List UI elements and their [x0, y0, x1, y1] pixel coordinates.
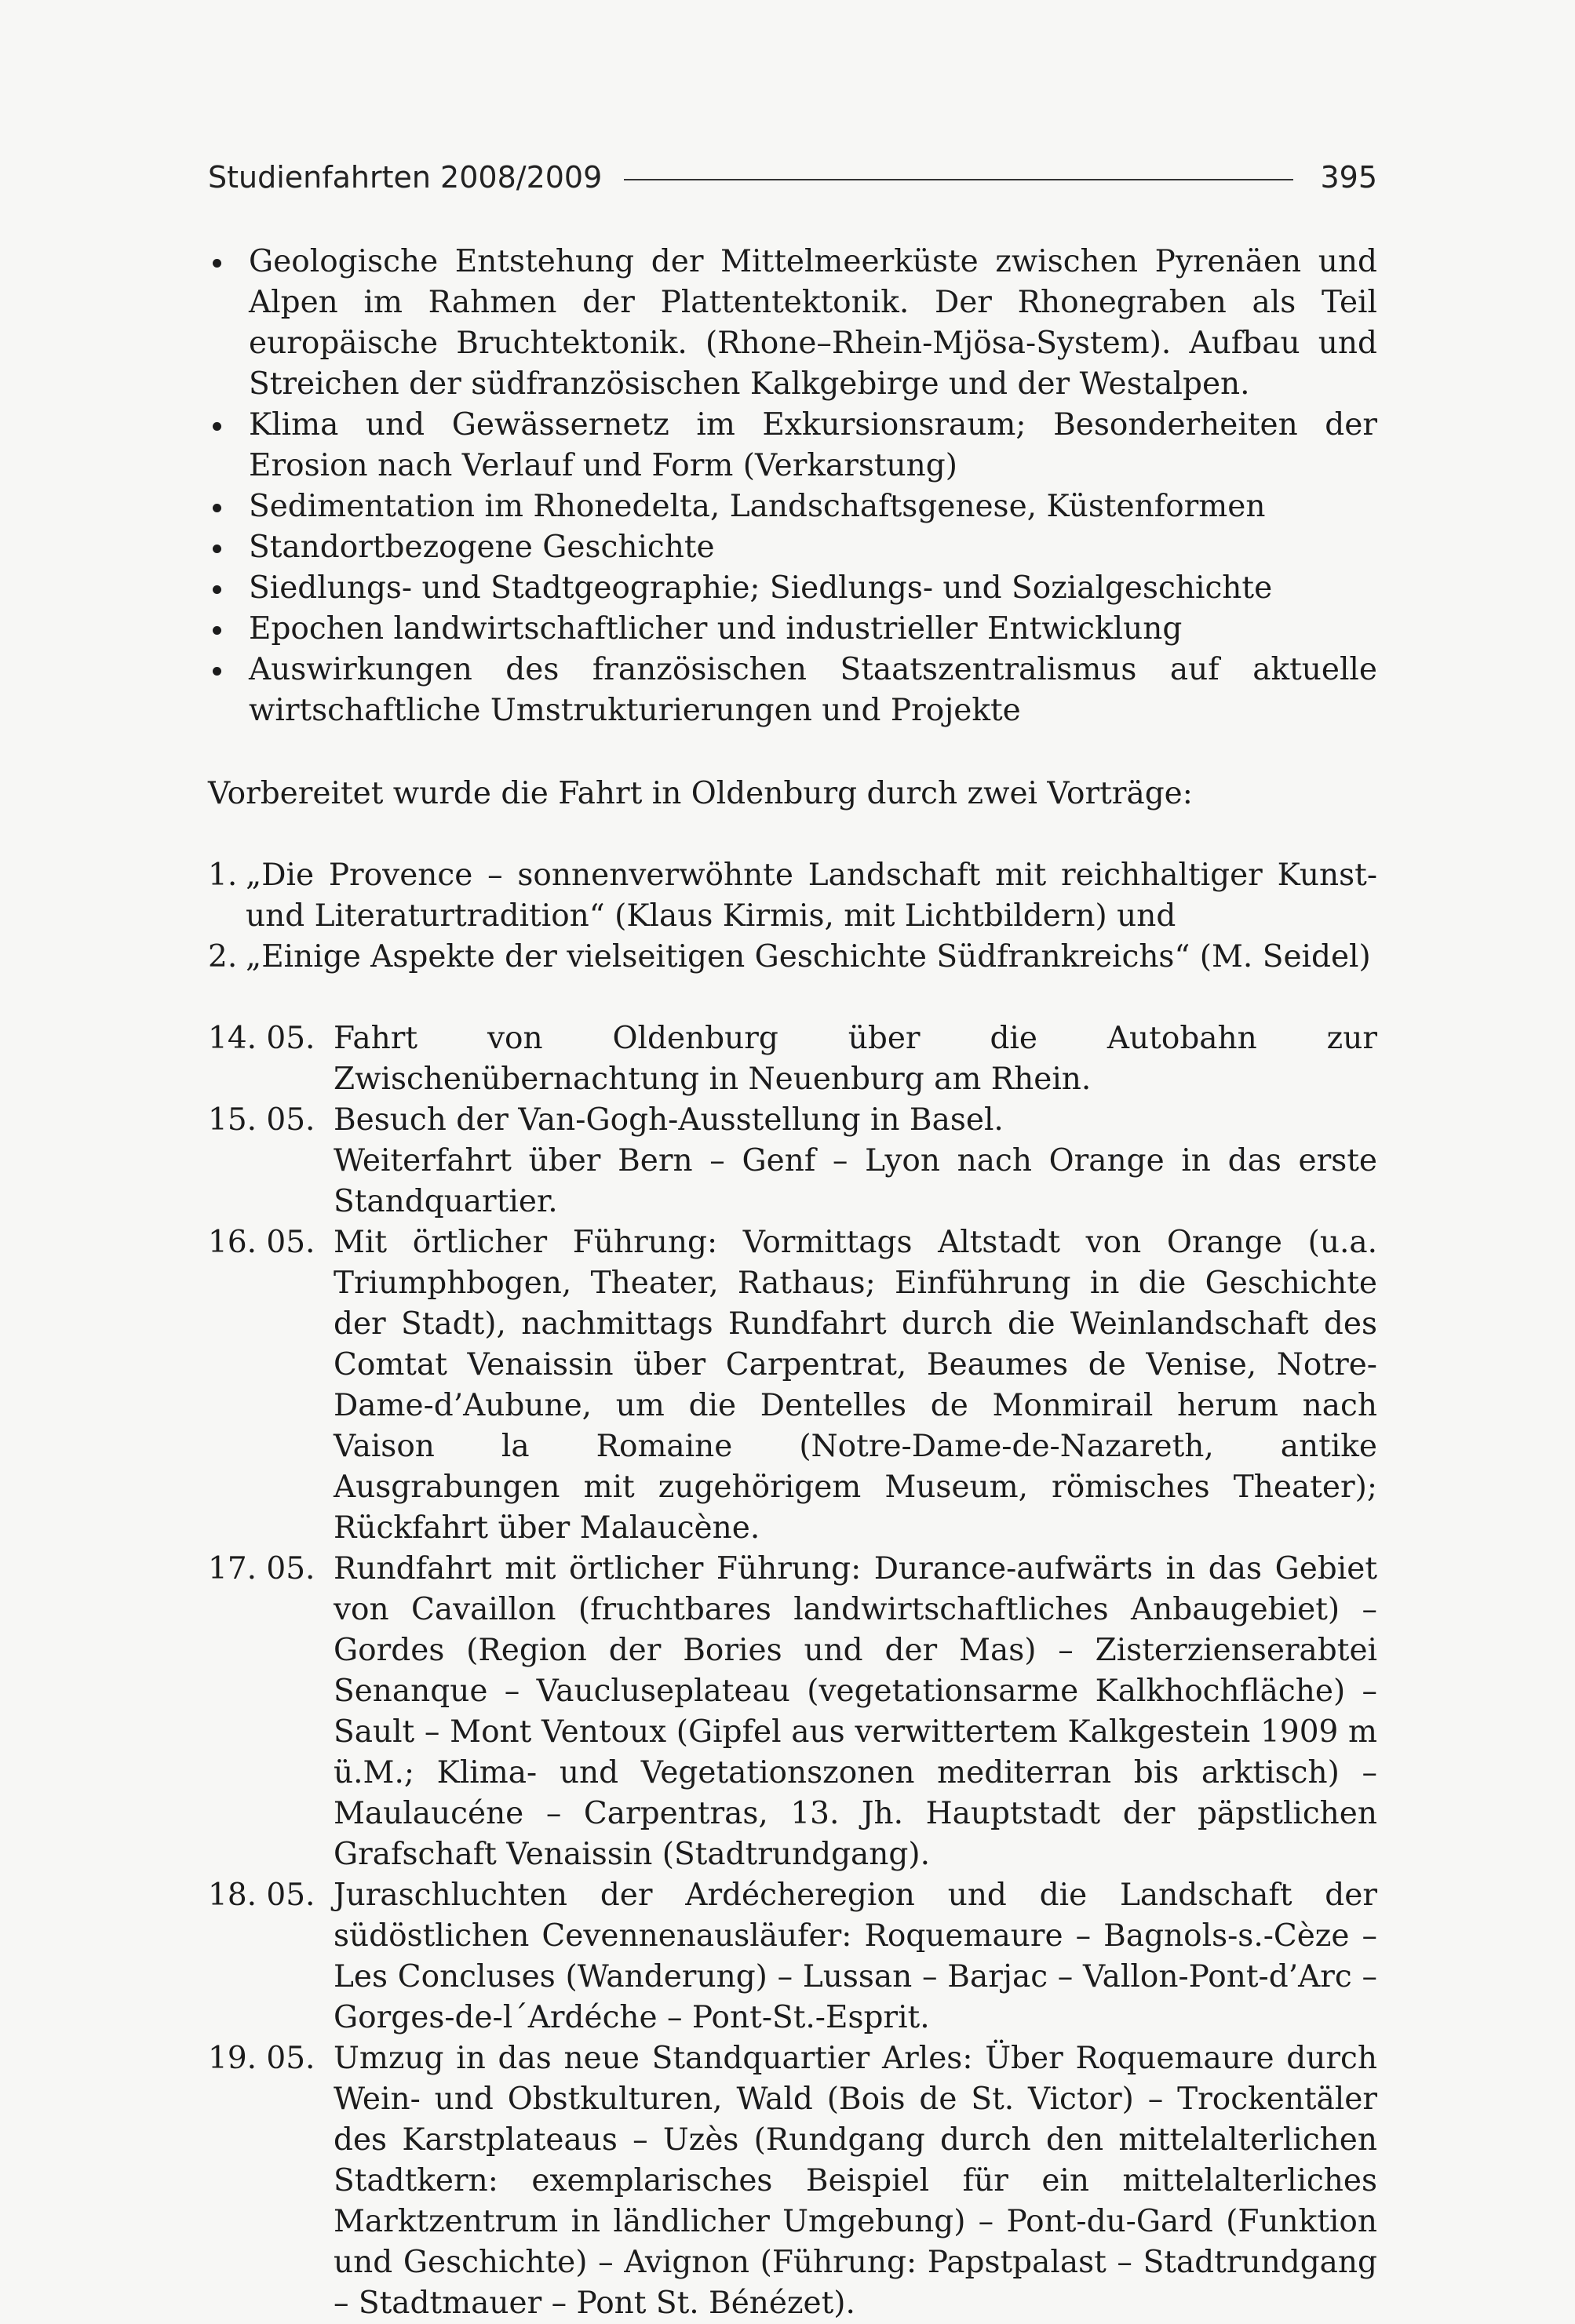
bullet-icon: [213, 545, 221, 553]
bullet-icon: [213, 259, 221, 268]
lecture-text: „Die Provence – sonnenverwöhnte Landschaft mit reichhaltiger Kunst- und Literaturtradition“ (Klaus Kirmis, mit Lichtbildern) und: [246, 858, 1377, 934]
topic-text: Siedlungs- und Stadtgeographie; Siedlungs- und Sozialgeschichte: [249, 570, 1273, 606]
itinerary-line: Umzug in das neue Standquartier Arles: Über Roquemaure durch Wein- und Obstkulturen, Wald (Bois de St. Victor) – Trockentäler des Karstplateaus – Uzès (Rundgang durch den mittelalterlichen Stadtkern: exemplarisches Beispiel für ein mittelalterliches Marktzentrum in ländlicher Umgebung) – Pont-du-Gard (Funktion und Geschichte) – Avignon (Führung: Papstpalast – Stadtrundgang – Stadtmauer – Pont St. Bénézet).: [334, 2041, 1377, 2321]
topic-item: [208, 568, 1377, 609]
topic-item: [208, 650, 1377, 731]
itinerary-line: Weiterfahrt über Bern – Genf – Lyon nach Orange in das erste Standquartier.: [334, 1143, 1377, 1219]
lectures-intro: Vorbereitet wurde die Fahrt in Oldenburg durch zwei Vorträge:: [208, 776, 1193, 811]
itinerary-date: 18. 05.: [208, 1878, 315, 1913]
bullet-icon: [213, 667, 221, 676]
itinerary-line: Juraschluchten der Ardécheregion und die Landschaft der südöstlichen Cevennenausläufer: Roquemaure – Bagnols-s.-Cèze – Les Concluses (Wanderung) – Lussan – Barjac – Vallon-Pont-d’Arc – Gorges-de-l´Ardéche – Pont-St.-Esprit.: [334, 1878, 1377, 2035]
itinerary-date: 17. 05.: [208, 1551, 315, 1586]
itinerary-day: [208, 1549, 1377, 1875]
lecture-item: [208, 855, 1377, 937]
itinerary-line: Fahrt von Oldenburg über die Autobahn zur Zwischenübernachtung in Neuenburg am Rhein.: [334, 1021, 1377, 1097]
itinerary: [208, 1018, 1377, 2324]
topic-text: Geologische Entstehung der Mittelmeerküste zwischen Pyrenäen und Alpen im Rahmen der Plattentektonik. Der Rhonegraben als Teil europäische Bruchtektonik. (Rhone–Rhein-Mjösa-System). Aufbau und Streichen der südfranzösischen Kalkgebirge und der Westalpen.: [249, 244, 1377, 402]
topics-list: [208, 242, 1377, 731]
lecture-item: [208, 937, 1377, 978]
lectures-list: [208, 855, 1377, 978]
topic-text: Sedimentation im Rhonedelta, Landschaftsgenese, Küstenformen: [249, 489, 1266, 524]
itinerary-description: [334, 1018, 1377, 1100]
bullet-icon: [213, 585, 221, 594]
itinerary-description: [334, 1222, 1377, 1549]
topic-text: Standortbezogene Geschichte: [249, 530, 715, 565]
running-header: [208, 157, 1377, 198]
itinerary-date: 19. 05.: [208, 2041, 315, 2076]
itinerary-day: [208, 1018, 1377, 1100]
page-number: 395: [1320, 160, 1377, 195]
bullet-icon: [213, 422, 221, 431]
itinerary-day: [208, 1222, 1377, 1549]
itinerary-description: [334, 1875, 1377, 2038]
itinerary-description: [334, 2038, 1377, 2324]
itinerary-date: 14. 05.: [208, 1021, 315, 1056]
itinerary-description: [334, 1100, 1377, 1222]
bullet-icon: [213, 626, 221, 635]
topic-item: [208, 527, 1377, 568]
lecture-number: 2.: [208, 939, 238, 974]
itinerary-date: 15. 05.: [208, 1102, 315, 1138]
itinerary-day: [208, 1100, 1377, 1222]
header-rule: [624, 179, 1293, 180]
itinerary-line: Rundfahrt mit örtlicher Führung: Durance-aufwärts in das Gebiet von Cavaillon (fruchtbares landwirtschaftliches Anbaugebiet) – Gordes (Region der Bories und der Mas) – Zisterzienserabtei Senanque – Vaucluseplateau (vegetationsarme Kalkhochfläche) – Sault – Mont Ventoux (Gipfel aus verwittertem Kalkgestein 1909 m ü.M.; Klima- und Vegetationszonen mediterran bis arktisch) – Maulaucéne – Carpentras, 13. Jh. Hauptstadt der päpstlichen Grafschaft Venaissin (Stadtrundgang).: [334, 1551, 1377, 1872]
running-title: Studienfahrten 2008/2009: [208, 160, 603, 195]
topic-text: Epochen landwirtschaftlicher und industrieller Entwicklung: [249, 611, 1183, 647]
itinerary-day: [208, 1875, 1377, 2038]
topic-text: Klima und Gewässernetz im Exkursionsraum; Besonderheiten der Erosion nach Verlauf und Form (Verkarstung): [249, 407, 1377, 483]
book-page: [208, 157, 1377, 2324]
itinerary-description: [334, 1549, 1377, 1875]
topic-item: [208, 242, 1377, 405]
itinerary-day: [208, 2038, 1377, 2324]
lecture-number: 1.: [208, 858, 238, 893]
topic-item: [208, 486, 1377, 527]
topic-text: Auswirkungen des französischen Staatszentralismus auf aktuelle wirtschaftliche Umstrukturierungen und Projekte: [249, 652, 1377, 728]
topic-item: [208, 405, 1377, 486]
itinerary-date: 16. 05.: [208, 1225, 315, 1260]
itinerary-line: Mit örtlicher Führung: Vormittags Altstadt von Orange (u.a. Triumphbogen, Theater, Rathaus; Einführung in die Geschichte der Stadt), nachmittags Rundfahrt durch die Weinlandschaft des Comtat Venaissin über Carpentrat, Beaumes de Venise, Notre-Dame-d’Aubune, um die Dentelles de Monmirail herum nach Vaison la Romaine (Notre-Dame-de-Nazareth, antike Ausgrabungen mit zugehörigem Museum, römisches Theater); Rückfahrt über Malaucène.: [334, 1225, 1377, 1546]
topic-item: [208, 609, 1377, 650]
itinerary-line: Besuch der Van-Gogh-Ausstellung in Basel.: [334, 1102, 1004, 1138]
bullet-icon: [213, 504, 221, 512]
lecture-text: „Einige Aspekte der vielseitigen Geschichte Südfrankreichs“ (M. Seidel): [246, 939, 1371, 974]
